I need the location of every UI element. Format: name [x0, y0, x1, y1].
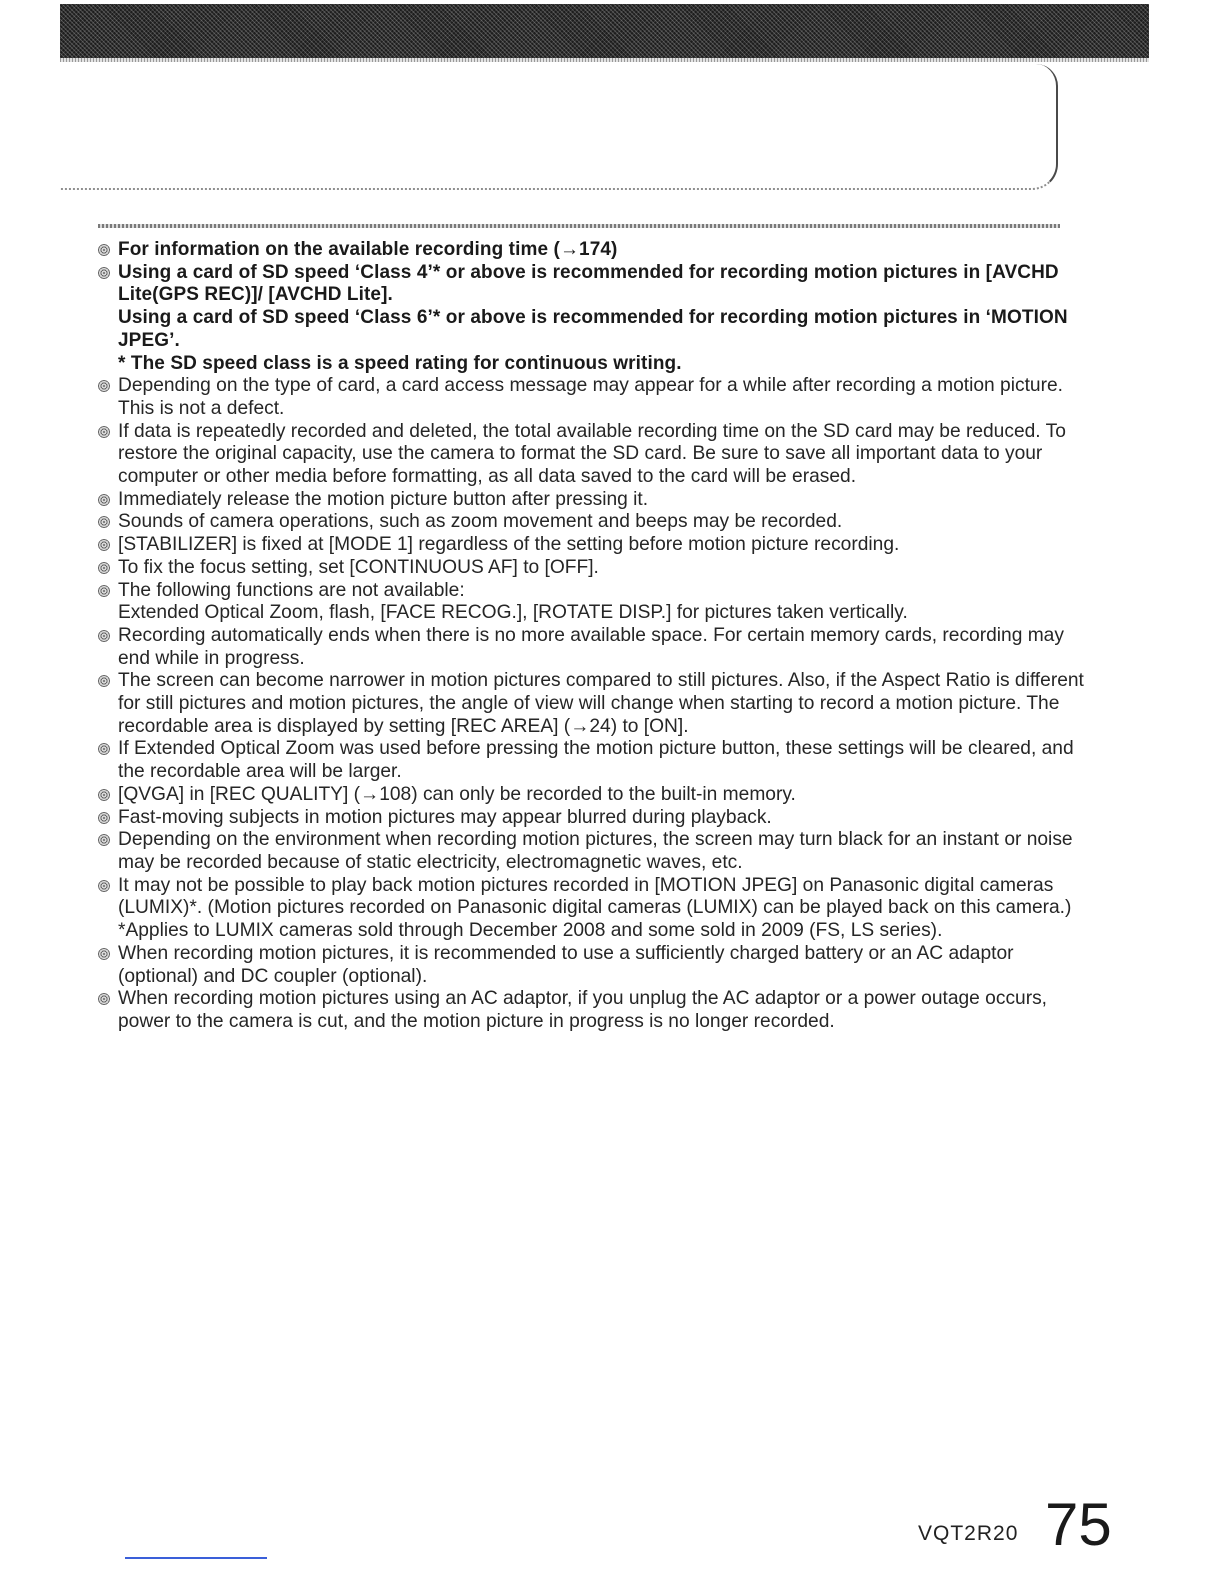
note-item — [96, 829, 1086, 874]
note-item — [96, 239, 1086, 262]
note-item — [96, 580, 1086, 603]
note-item — [96, 307, 1086, 352]
bullet-icon — [98, 834, 110, 846]
bullet-icon — [98, 426, 110, 438]
page-footer — [918, 1491, 1112, 1558]
section-divider — [98, 224, 1060, 228]
bullet-icon — [98, 948, 110, 960]
note-item — [96, 670, 1086, 738]
note-text: Extended Optical Zoom, flash, [FACE RECOG.], [ROTATE DISP.] for pictures taken vertically. — [118, 602, 908, 624]
note-text: It may not be possible to play back motion pictures recorded in [MOTION JPEG] on Panasonic digital cameras (LUMIX)*. (Motion pictures recorded on Panasonic digital cameras (LUMIX) can be played back on this camera.) — [118, 874, 1072, 919]
section-header-box — [60, 64, 1058, 190]
bullet-icon — [98, 267, 110, 279]
note-text: If data is repeatedly recorded and deleted, the total available recording time on the SD card may be reduced. To restore the original capacity, use the camera to format the SD card. Be sure to save all important data to your computer or other media before formatting, as all data saved to the card will be erased. — [118, 420, 1066, 488]
note-text: Using a card of SD speed ‘Class 6’* or above is recommended for recording motion pictures in ‘MOTION JPEG’. — [118, 307, 1068, 351]
bullet-icon — [98, 494, 110, 506]
note-text: The screen can become narrower in motion pictures compared to still pictures. Also, if the Aspect Ratio is different for still pictures and motion pictures, the angle of view will change when starting to record a motion picture. The recordable area is displayed by setting [REC AREA] (→24) to [ON]. — [118, 670, 1084, 737]
bullet-icon — [98, 789, 110, 801]
note-item — [96, 421, 1086, 489]
note-item — [96, 943, 1086, 988]
note-text: Fast-moving subjects in motion pictures may appear blurred during playback. — [118, 806, 772, 828]
notes-list — [96, 239, 1086, 1034]
note-item — [96, 920, 1086, 943]
header-band-shadow — [60, 58, 1149, 62]
note-item — [96, 511, 1086, 534]
note-text: [QVGA] in [REC QUALITY] (→108) can only be recorded to the built-in memory. — [118, 783, 796, 805]
bullet-icon — [98, 812, 110, 824]
document-code: VQT2R20 — [918, 1522, 1019, 1545]
note-text: Depending on the environment when recording motion pictures, the screen may turn black for an instant or noise may be recorded because of static electricity, electromagnetic waves, etc. — [118, 829, 1073, 873]
bullet-icon — [98, 743, 110, 755]
note-text: *Applies to LUMIX cameras sold through December 2008 and some sold in 2009 (FS, LS series). — [118, 920, 943, 942]
note-text: If Extended Optical Zoom was used before pressing the motion picture button, these settings will be cleared, and the recordable area will be larger. — [118, 738, 1074, 783]
bullet-icon — [98, 380, 110, 392]
note-text: [STABILIZER] is fixed at [MODE 1] regardless of the setting before motion picture recording. — [118, 534, 900, 556]
note-item — [96, 875, 1086, 920]
note-text: Sounds of camera operations, such as zoom movement and beeps may be recorded. — [118, 511, 843, 533]
note-text: Recording automatically ends when there is no more available space. For certain memory cards, recording may end while in progress. — [118, 624, 1064, 669]
bullet-icon — [98, 880, 110, 892]
note-text: * The SD speed class is a speed rating for continuous writing. — [118, 352, 682, 374]
note-item — [96, 784, 1086, 807]
bullet-icon — [98, 585, 110, 597]
bullet-icon — [98, 993, 110, 1005]
note-text: When recording motion pictures, it is recommended to use a sufficiently charged battery or an AC adaptor (optional) and DC coupler (optional). — [118, 942, 1014, 987]
bullet-icon — [98, 562, 110, 574]
bullet-icon — [98, 630, 110, 642]
bullet-icon — [98, 244, 110, 256]
bullet-icon — [98, 539, 110, 551]
note-item — [96, 557, 1086, 580]
note-text: To fix the focus setting, set [CONTINUOUS AF] to [OFF]. — [118, 556, 599, 578]
note-item — [96, 602, 1086, 625]
note-item — [96, 738, 1086, 783]
header-band — [60, 4, 1149, 58]
note-text: Depending on the type of card, a card access message may appear for a while after recording a motion picture. This is not a defect. — [118, 375, 1063, 419]
note-item — [96, 625, 1086, 670]
note-text: Using a card of SD speed ‘Class 4’* or above is recommended for recording motion pictures in [AVCHD Lite(GPS REC)]/ [AVCHD Lite]. — [118, 261, 1059, 306]
bullet-icon — [98, 675, 110, 687]
note-item — [96, 807, 1086, 830]
note-item — [96, 489, 1086, 512]
note-item — [96, 262, 1086, 307]
page-number: 75 — [1045, 1491, 1112, 1558]
note-item — [96, 534, 1086, 557]
note-item — [96, 988, 1086, 1033]
note-text: When recording motion pictures using an AC adaptor, if you unplug the AC adaptor or a power outage occurs, power to the camera is cut, and the motion picture in progress is no longer recorded. — [118, 988, 1048, 1032]
note-text: The following functions are not available: — [118, 579, 465, 601]
note-item — [96, 353, 1086, 376]
note-text: For information on the available recording time (→174) — [118, 239, 618, 260]
link-underline — [125, 1557, 267, 1559]
note-item — [96, 375, 1086, 420]
bullet-icon — [98, 516, 110, 528]
note-text: Immediately release the motion picture button after pressing it. — [118, 488, 649, 510]
